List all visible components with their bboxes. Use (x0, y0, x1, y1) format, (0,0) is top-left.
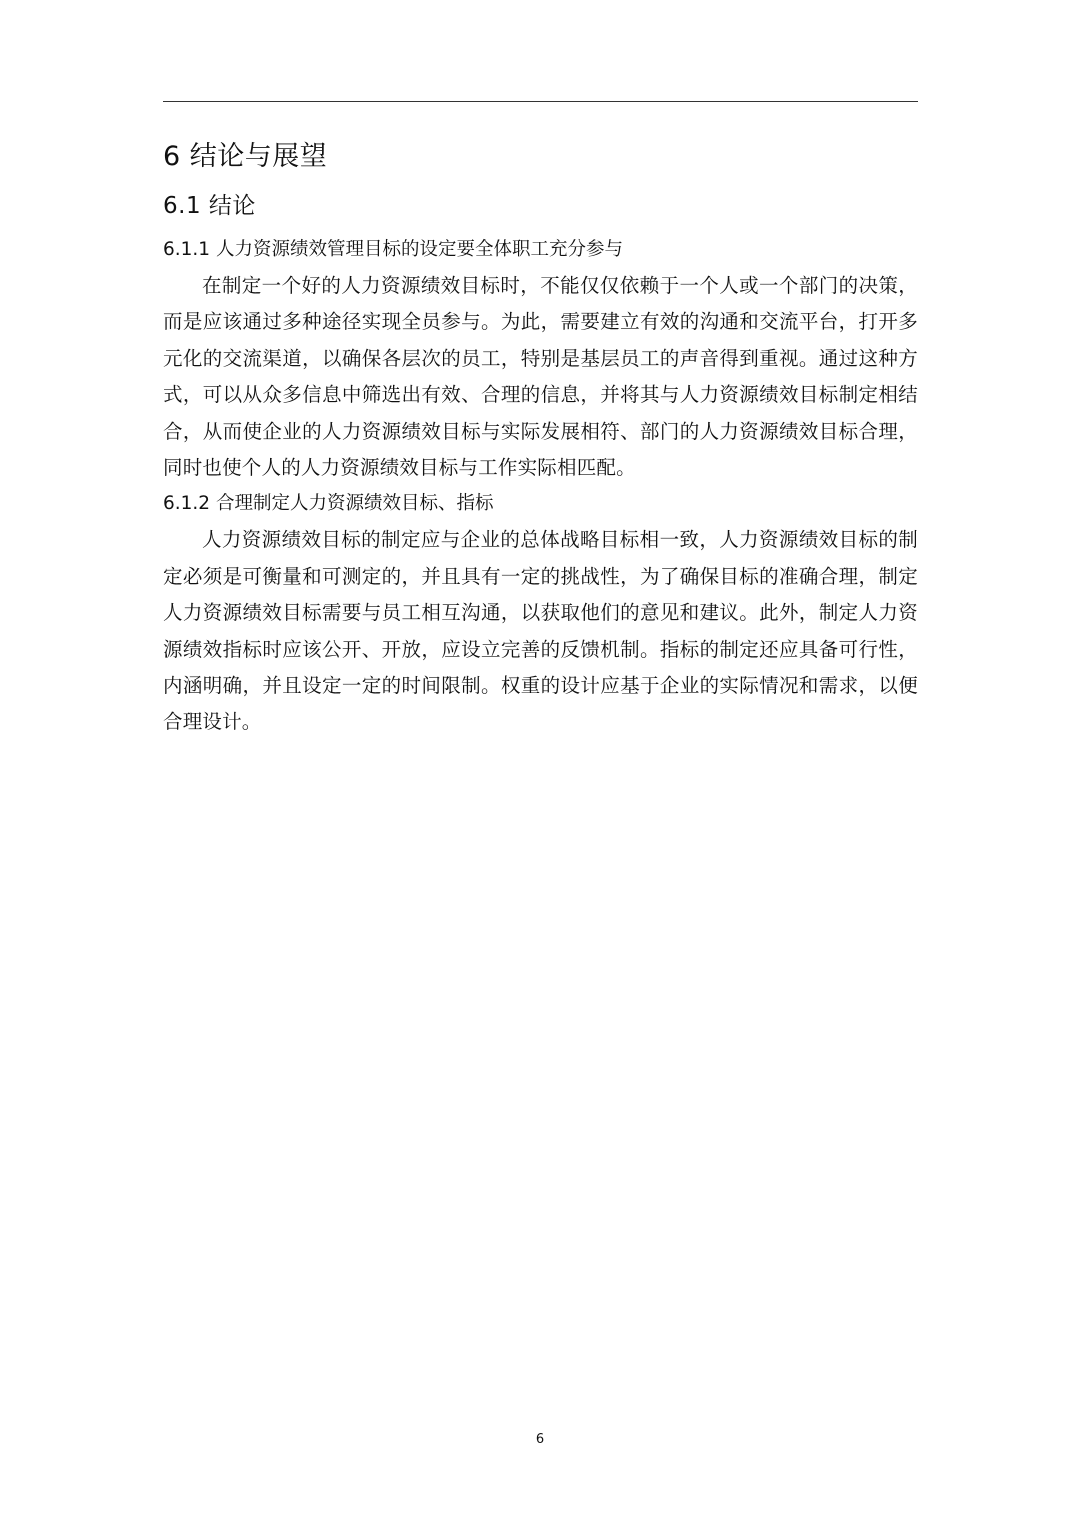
page-number: 6 (535, 1432, 545, 1447)
chapter-title: 6 结论与展望 (163, 141, 328, 172)
paragraph-6-1-1: 在制定一个好的人力资源绩效目标时，不能仅仅依赖于一个人或一个部门的决策，而是应该通过多种途径实现全员参与。为此，需要建立有效的沟通和交流平台，打开多元化的交流渠道，以确保各层次的员工，特别是基层员工的声音得到重视。通过这种方式，可以从众多信息中筛选出有效、合理的信息，并将其与人力资源绩效目标制定相结合，从而使企业的人力资源绩效目标与实际发展相符、部门的人力资源绩效目标合理，同时也使个人的人力资源绩效目标与工作实际相匹配。 (163, 274, 918, 480)
document-body (163, 134, 918, 741)
subsection-heading-6-1-1: 6.1.1 人力资源绩效管理目标的设定要全体职工充分参与 (163, 239, 623, 260)
subsection-heading-6-1-2: 6.1.2 合理制定人力资源绩效目标、指标 (163, 493, 494, 515)
paragraph-6-1-2: 人力资源绩效目标的制定应与企业的总体战略目标相一致，人力资源绩效目标的制定必须是可衡量和可测定的，并且具有一定的挑战性，为了确保目标的准确合理，制定人力资源绩效目标需要与员工相互沟通，以获取他们的意见和建议。此外，制定人力资源绩效指标时应该公开、开放，应设立完善的反馈机制。指标的制定还应具备可行性，内涵明确，并且设定一定的时间限制。权重的设计应基于企业的实际情况和需求，以便合理设计。 (163, 528, 918, 734)
section-title: 6.1 结论 (163, 193, 256, 219)
header-rule (163, 101, 918, 102)
